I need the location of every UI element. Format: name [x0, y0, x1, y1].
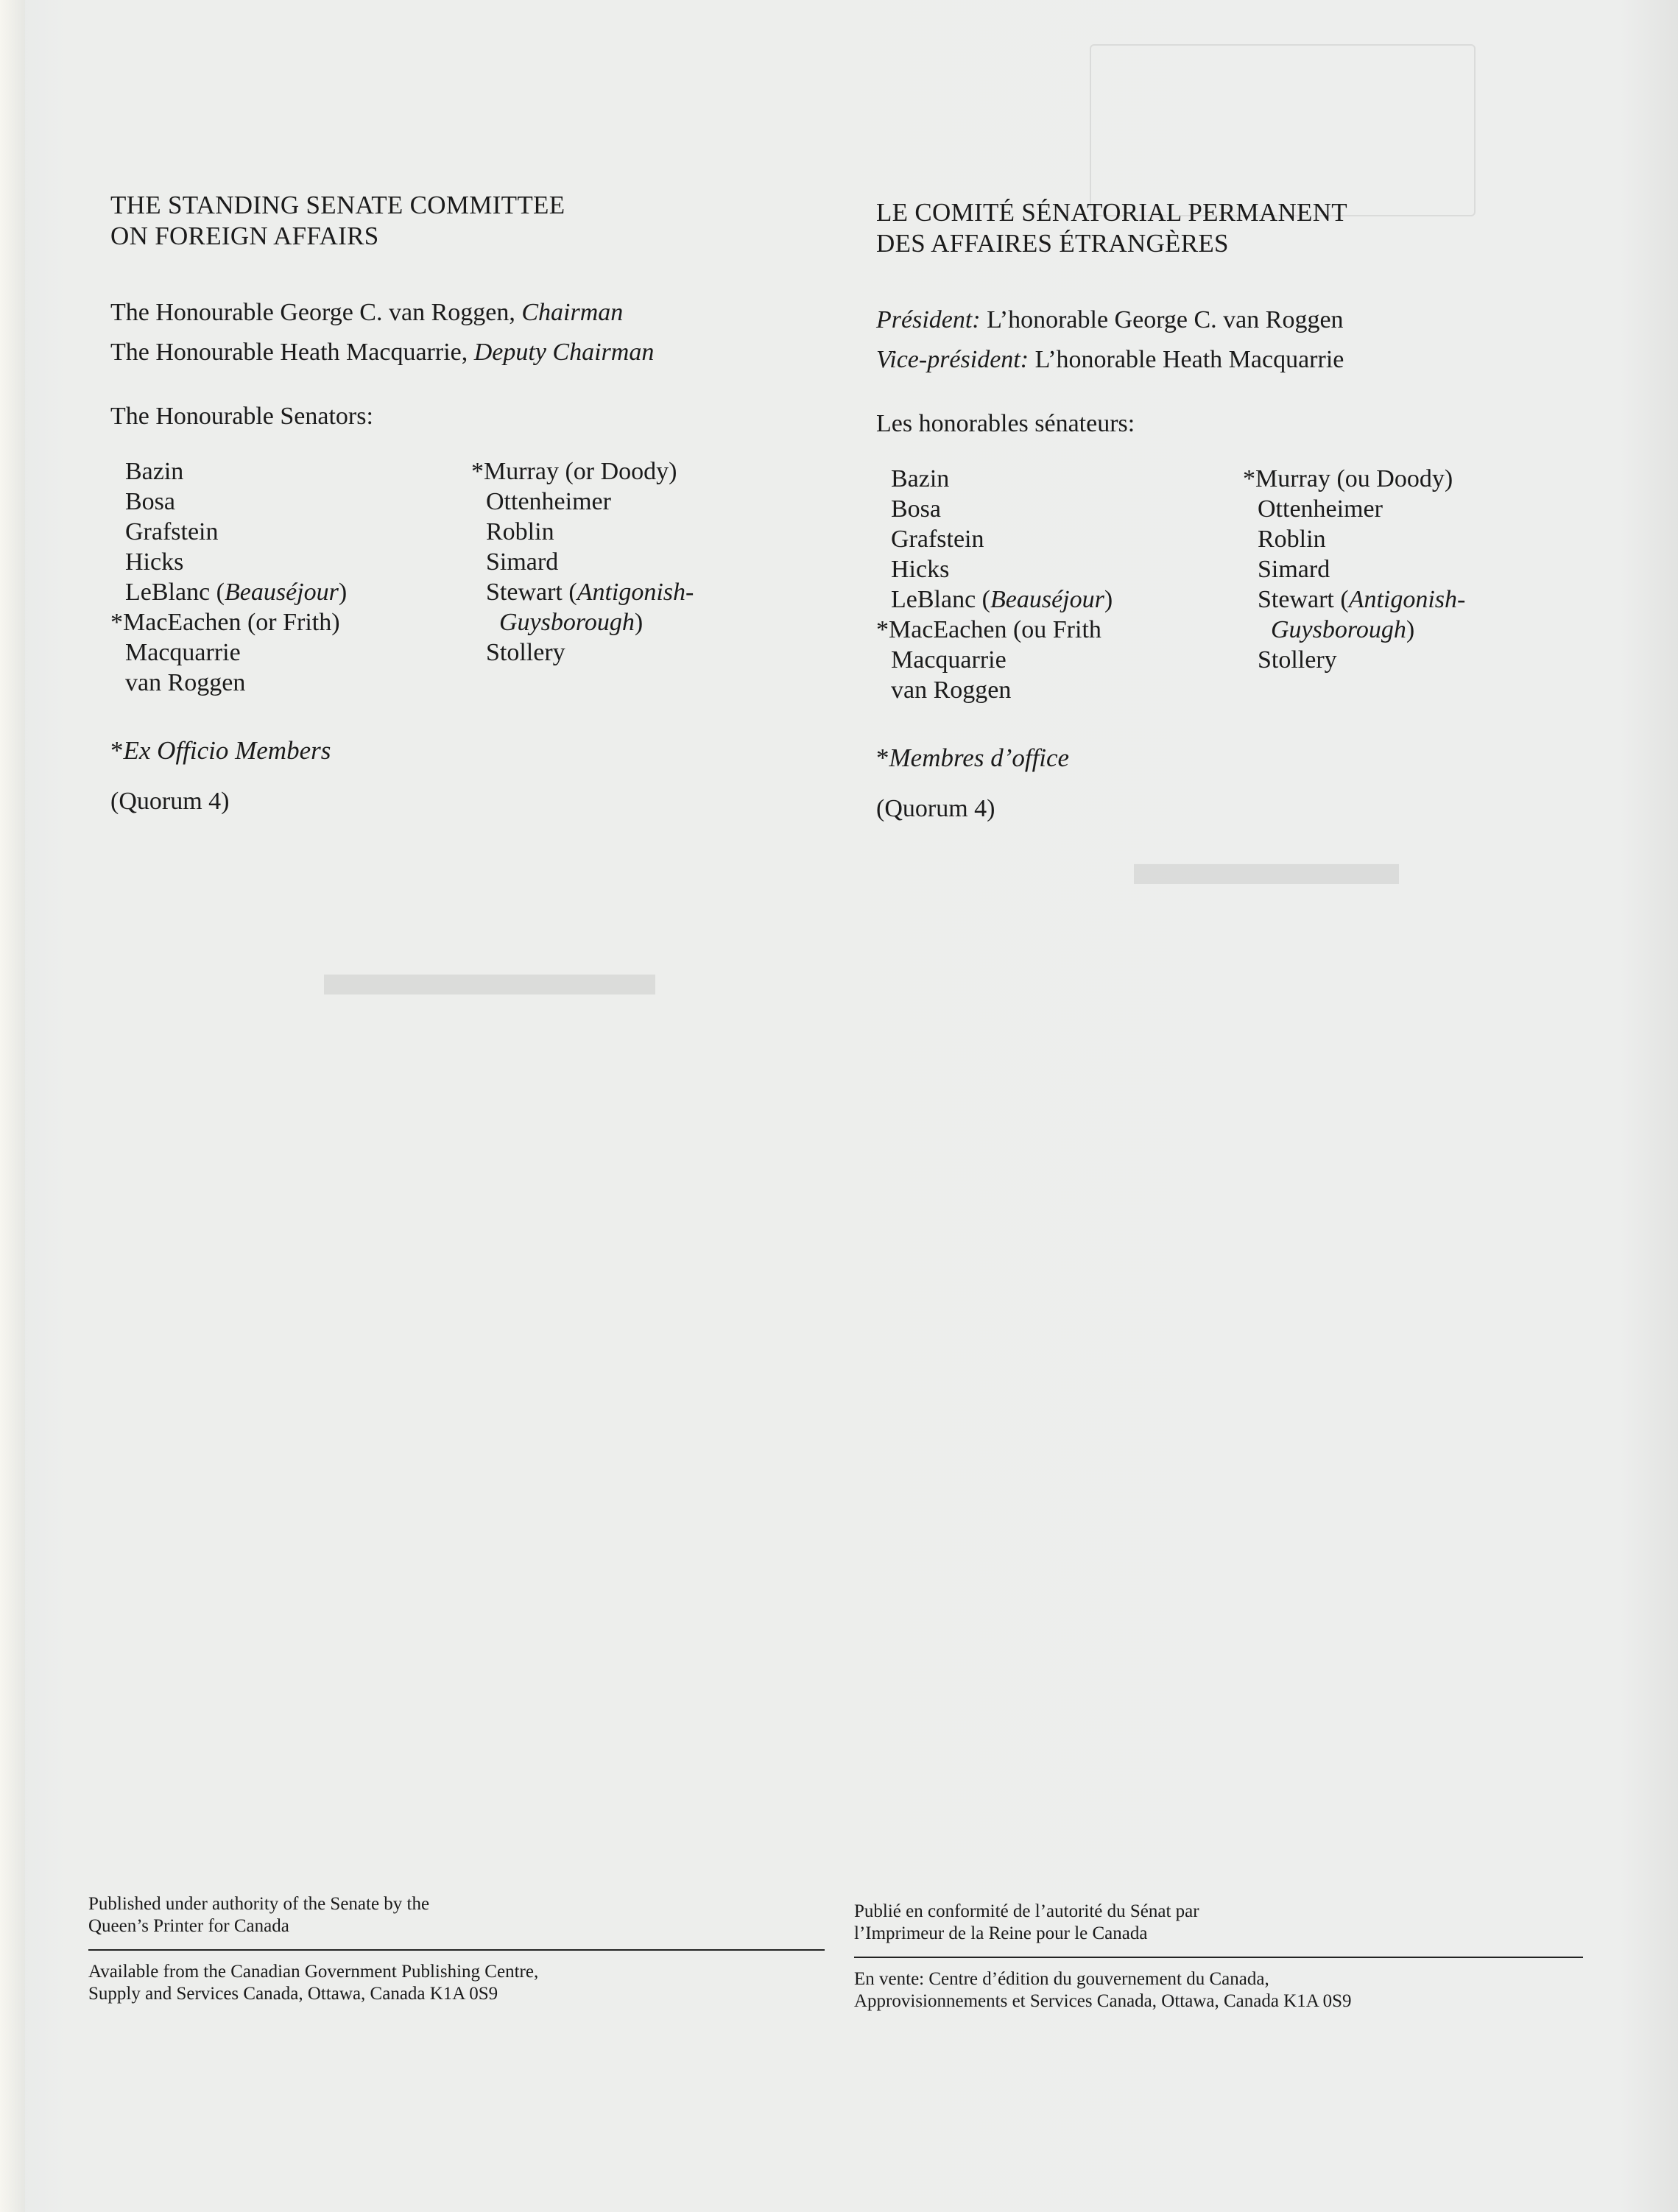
members-column-1	[110, 456, 347, 698]
members-list	[110, 456, 817, 736]
member-name: Hicks	[125, 548, 184, 576]
english-column	[110, 190, 817, 816]
president-name: L’honorable George C. van Roggen	[980, 306, 1344, 333]
vice-president-title: Vice-président:	[876, 346, 1029, 373]
ex-officio-note	[876, 743, 1583, 773]
member-name: *MacEachen (ou Frith	[876, 616, 1101, 643]
availability-notice: Supply and Services Canada, Ottawa, Canada K1A 0S9	[88, 1984, 498, 2004]
french-column	[876, 197, 1583, 823]
member-riding: Guysborough	[499, 609, 635, 636]
member-name-text: LeBlanc (	[125, 579, 225, 606]
heading-line: ON FOREIGN AFFAIRS	[110, 222, 379, 250]
quorum-note: (Quorum 4)	[876, 795, 995, 822]
member-name: Simard	[486, 548, 559, 576]
member-name-text: Stewart (	[486, 579, 577, 606]
senators-label: The Honourable Senators:	[110, 403, 373, 430]
publication-notice: Publié en conformité de l’autorité du Sénat par	[854, 1901, 1199, 1921]
member-name: Macquarrie	[125, 639, 241, 666]
member-name: Ottenheimer	[1258, 495, 1383, 523]
show-through-stamp	[1090, 44, 1476, 216]
member-name-text: )	[634, 609, 644, 636]
member-name	[876, 584, 1113, 615]
members-list	[876, 464, 1583, 743]
member-name: Stollery	[1258, 646, 1337, 674]
deputy-chairman-title: Deputy Chairman	[473, 339, 655, 366]
member-name-text: )	[338, 579, 348, 606]
senators-label: Les honorables sénateurs:	[876, 410, 1135, 437]
member-name: Stollery	[486, 639, 565, 666]
quorum-note: (Quorum 4)	[110, 788, 230, 815]
member-riding: Antigonish-	[577, 579, 694, 606]
member-name: Simard	[1258, 556, 1330, 583]
deputy-chairman-line	[110, 333, 817, 372]
president-title: Président:	[876, 306, 981, 333]
member-name: Grafstein	[891, 526, 984, 553]
president-line	[876, 300, 1583, 340]
vice-president-name: L’honorable Heath Macquarrie	[1029, 346, 1344, 373]
member-name: Bosa	[125, 488, 175, 515]
member-riding: Antigonish-	[1348, 586, 1466, 613]
member-name: Macquarrie	[891, 646, 1007, 674]
french-footer	[854, 1901, 1583, 2013]
english-footer	[88, 1893, 825, 2005]
member-name: *Murray (or Doody)	[471, 458, 677, 485]
member-name	[1243, 584, 1465, 615]
member-name: Hicks	[891, 556, 950, 583]
member-name	[471, 577, 694, 607]
heading-line: DES AFFAIRES ÉTRANGÈRES	[876, 229, 1229, 258]
member-name: Bosa	[891, 495, 941, 523]
asterisk: *	[110, 736, 124, 765]
publication-notice: Published under authority of the Senate by the	[88, 1894, 430, 1914]
show-through-graphic: ▬▬▬▬	[1134, 826, 1399, 899]
member-name: Roblin	[1258, 526, 1326, 553]
member-name: van Roggen	[891, 676, 1012, 704]
committee-heading	[110, 190, 817, 252]
member-name-text: Stewart (	[1258, 586, 1349, 613]
member-name: Ottenheimer	[486, 488, 611, 515]
publication-notice: l’Imprimeur de la Reine pour le Canada	[854, 1923, 1148, 1943]
member-riding-continued	[471, 607, 694, 637]
member-name: Roblin	[486, 518, 554, 545]
members-column-1	[876, 464, 1113, 705]
member-name: Bazin	[891, 465, 950, 492]
member-name: van Roggen	[125, 669, 246, 696]
chairman-title: Chairman	[521, 299, 624, 326]
chairman-name: The Honourable George C. van Roggen,	[110, 299, 522, 326]
member-name-text: LeBlanc (	[891, 586, 990, 613]
ex-officio-label: Membres d’office	[889, 743, 1070, 772]
availability-notice: Available from the Canadian Government Publishing Centre,	[88, 1962, 539, 1982]
member-riding: Beauséjour	[990, 586, 1104, 613]
member-riding-continued	[1243, 615, 1465, 645]
ex-officio-label: Ex Officio Members	[123, 736, 331, 765]
members-column-2	[471, 456, 694, 668]
member-name: *MacEachen (or Frith)	[110, 609, 340, 636]
footer-rule	[88, 1949, 825, 1951]
publication-notice: Queen’s Printer for Canada	[88, 1916, 289, 1936]
member-riding: Beauséjour	[225, 579, 339, 606]
member-name-text: )	[1406, 616, 1415, 643]
footer-rule	[854, 1957, 1583, 1958]
deputy-chairman-name: The Honourable Heath Macquarrie,	[110, 339, 474, 366]
heading-line: THE STANDING SENATE COMMITTEE	[110, 191, 565, 219]
availability-notice: Approvisionnements et Services Canada, Ottawa, Canada K1A 0S9	[854, 1991, 1352, 2011]
heading-line: LE COMITÉ SÉNATORIAL PERMANENT	[876, 198, 1347, 227]
availability-notice: En vente: Centre d’édition du gouvernement du Canada,	[854, 1969, 1269, 1989]
asterisk: *	[876, 743, 889, 772]
member-name: *Murray (ou Doody)	[1243, 465, 1453, 492]
member-name: Bazin	[125, 458, 184, 485]
member-name-text: )	[1104, 586, 1113, 613]
members-column-2	[1243, 464, 1465, 675]
vice-president-line	[876, 340, 1583, 380]
committee-heading	[876, 197, 1583, 259]
member-name	[110, 577, 347, 607]
member-riding: Guysborough	[1271, 616, 1406, 643]
chairman-line	[110, 293, 817, 333]
member-name: Grafstein	[125, 518, 219, 545]
ex-officio-note	[110, 736, 817, 766]
show-through-graphic: ▬▬▬▬▬	[324, 936, 655, 1009]
page-edge	[0, 0, 25, 2212]
